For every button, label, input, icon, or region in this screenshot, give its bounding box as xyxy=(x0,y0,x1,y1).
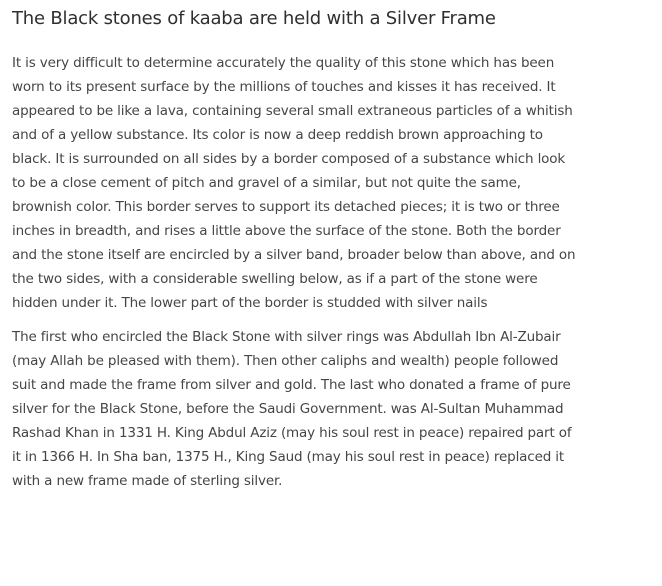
article-paragraph-stone-description: It is very difficult to determine accurately the quality of this stone which has been worn to its present surface by the millions of touches and kisses it has received. It appeared to be like a lava, containing several small extraneous particles of a whitish and of a yellow substance. Its color is now a deep reddish brown approaching to black. It is surrounded on all sides by a border composed of a substance which look to be a close cement of pitch and gravel of a similar, but not quite the same, brownish color. This border serves to support its detached pieces; it is two or three inches in breadth, and rises a little above the surface of the stone. Both the border and the stone itself are encircled by a silver band, broader below than above, and on the two sides, with a considerable swelling below, as if a part of the stone were hidden under it. The lower part of the border is studded with silver nails xyxy=(12,55,576,311)
article-paragraph-frame-history: The first who encircled the Black Stone with silver rings was Abdullah Ibn Al-Zubair (may Allah be pleased with them). Then other caliphs and wealth) people followed suit and made the frame from silver and gold. The last who donated a frame of pure silver for the Black Stone, before the Saudi Government. was Al-Sultan Muhammad Rashad Khan in 1331 H. King Abdul Aziz (may his soul rest in peace) repaired part of it in 1366 H. In Sha ban, 1375 H., King Saud (may his soul rest in peace) replaced it with a new frame made of sterling silver. xyxy=(12,329,572,489)
article-title: The Black stones of kaaba are held with a Silver Frame xyxy=(12,8,496,29)
article xyxy=(12,6,578,493)
